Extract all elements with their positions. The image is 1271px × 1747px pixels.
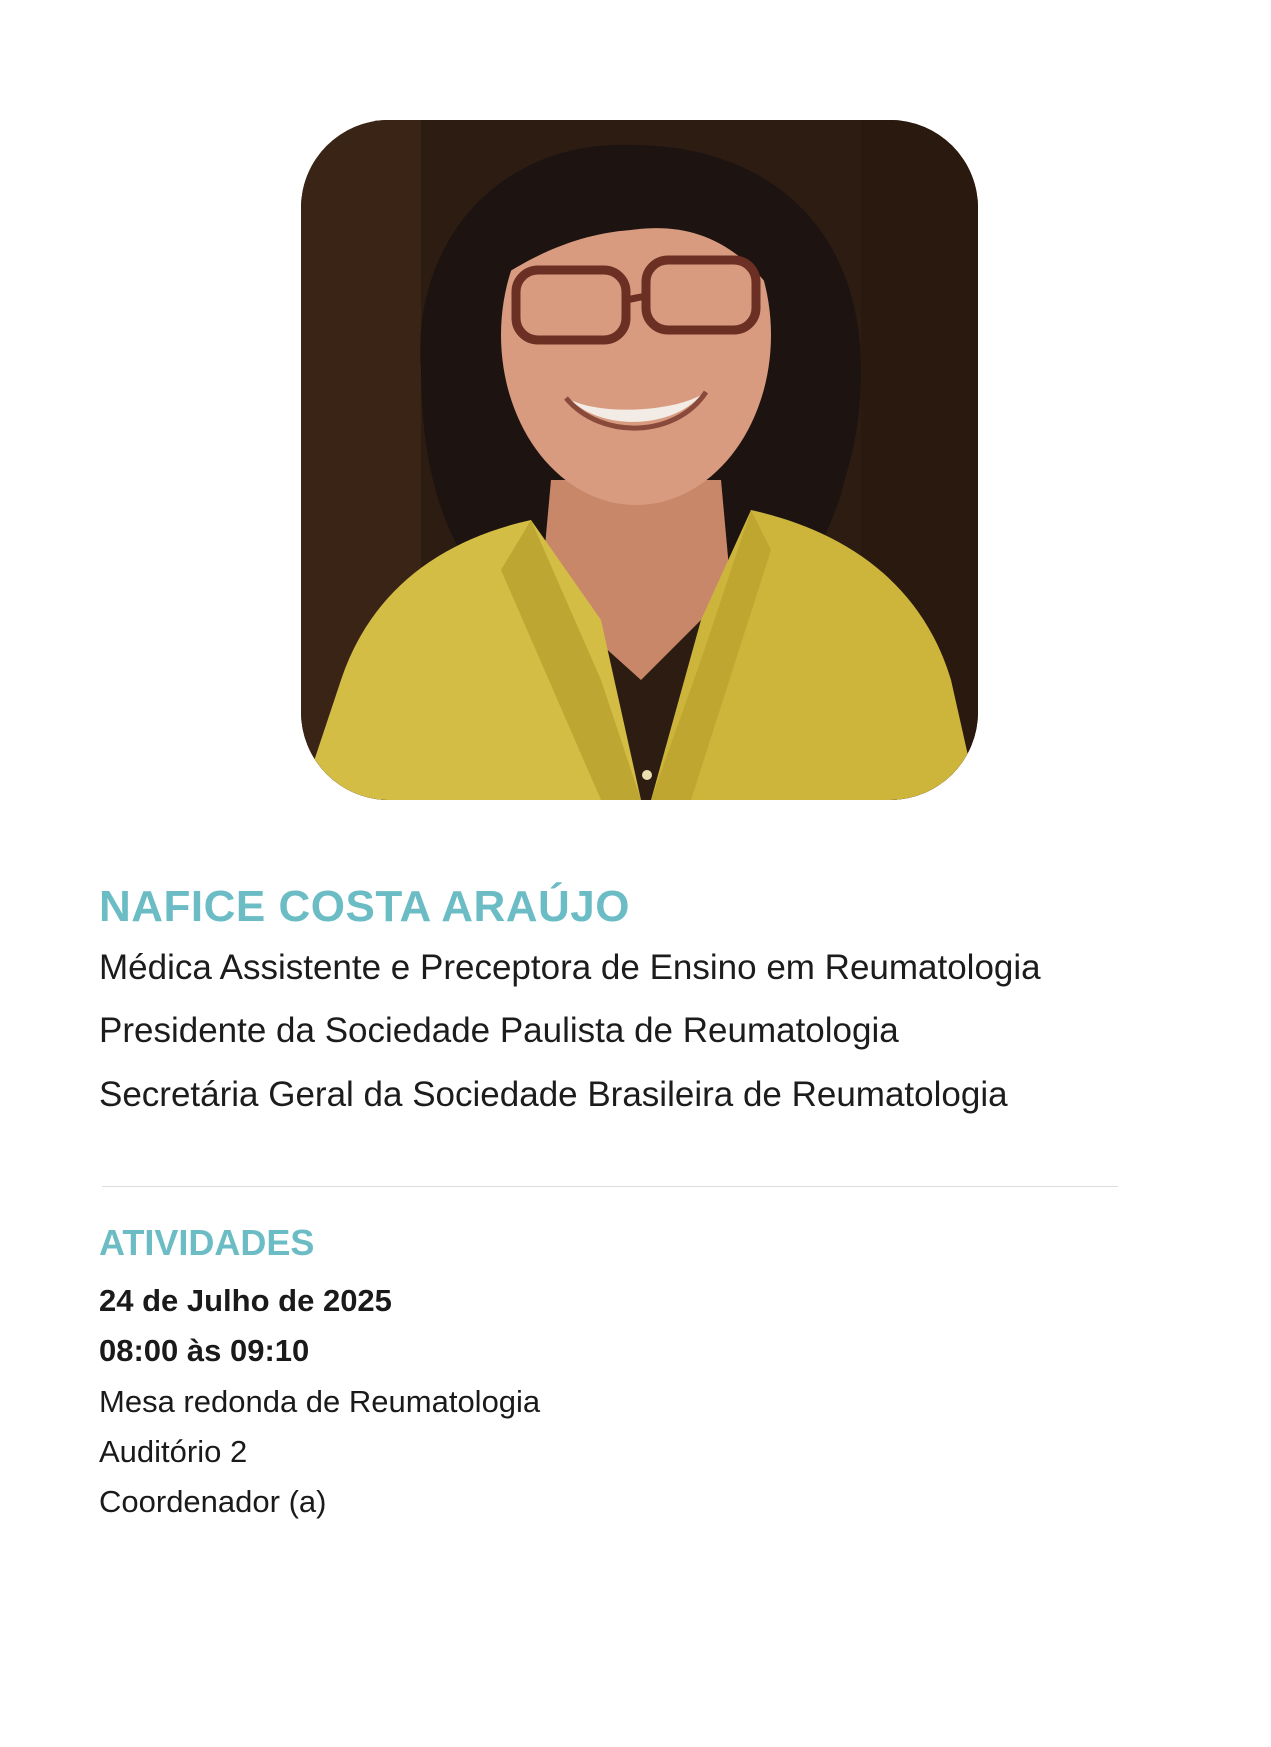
activity-date: 24 de Julho de 2025 [99,1283,392,1318]
speaker-portrait-illustration [301,120,978,800]
activity-room: Auditório 2 [99,1434,248,1469]
speaker-name: NAFICE COSTA ARAÚJO [99,882,630,931]
activity-time: 08:00 às 09:10 [99,1333,310,1368]
speaker-role-1: Médica Assistente e Preceptora de Ensino em Reumatologia [99,948,1041,987]
speaker-photo [301,120,978,800]
activity-role: Coordenador (a) [99,1484,327,1519]
section-divider [102,1186,1118,1187]
activity-session: Mesa redonda de Reumatologia [99,1384,541,1419]
speaker-role-2: Presidente da Sociedade Paulista de Reumatologia [99,1011,899,1050]
activities-title: ATIVIDADES [99,1222,315,1263]
speaker-role-3: Secretária Geral da Sociedade Brasileira de Reumatologia [99,1075,1008,1114]
